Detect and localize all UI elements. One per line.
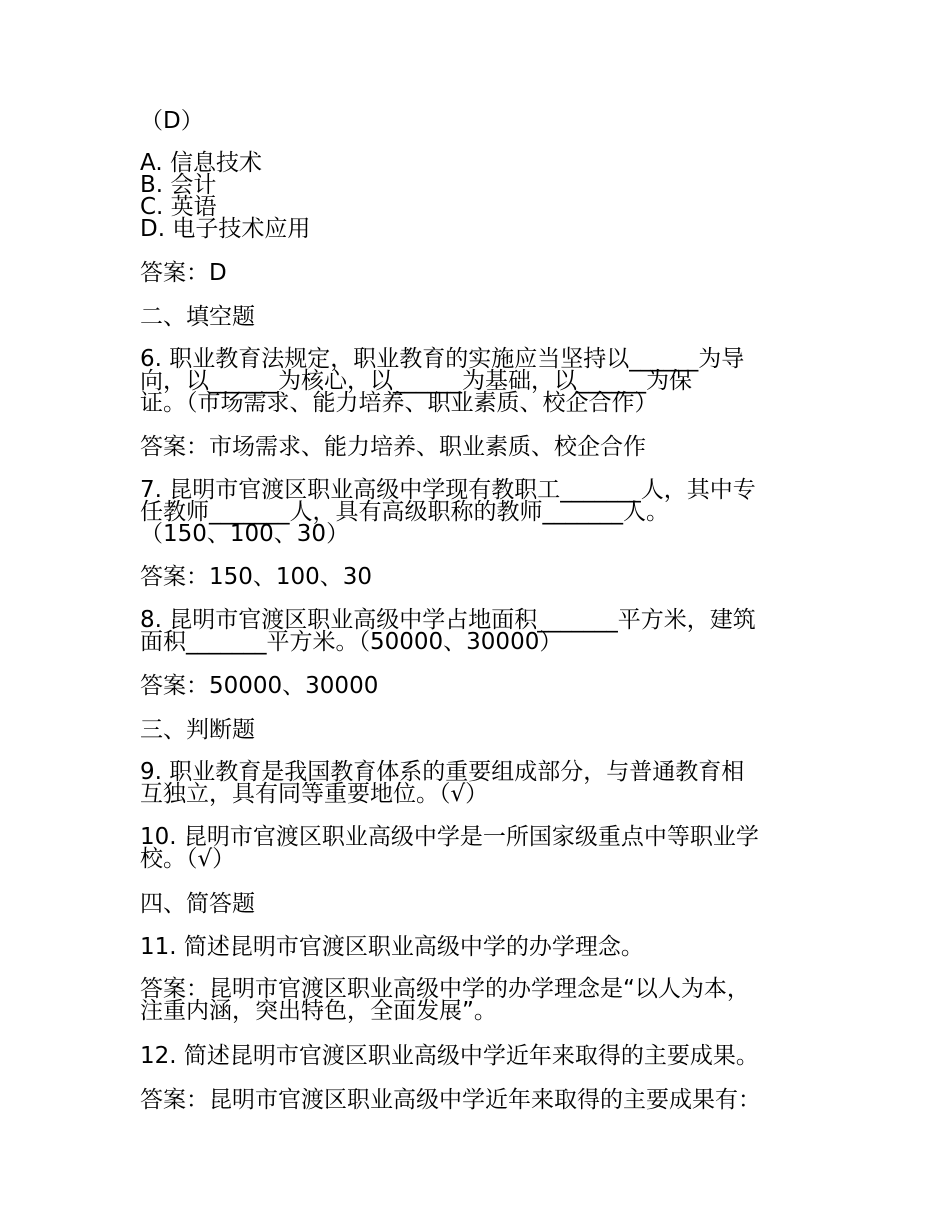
q7-line-1: 7. 昆明市官渡区职业高级中学现有教职工_______人，其中专 bbox=[140, 477, 756, 503]
q5-answer: 答案：D bbox=[140, 260, 227, 286]
q8-line-2: 面积_______平方米。（50000、30000） bbox=[140, 629, 563, 655]
q7-answer: 答案：150、100、30 bbox=[140, 564, 373, 590]
q9-line-2: 互独立，具有同等重要地位。（√） bbox=[140, 781, 489, 807]
q5-answer-paren: （D） bbox=[140, 108, 204, 134]
q6-line-2: 向，以______为核心，以______为基础，以______为保 bbox=[140, 368, 692, 394]
q6-line-3: 证。（市场需求、能力培养、职业素质、校企合作） bbox=[140, 390, 658, 416]
q6-line-1: 6. 职业教育法规定，职业教育的实施应当坚持以______为导 bbox=[140, 346, 745, 372]
q6-answer: 答案：市场需求、能力培养、职业素质、校企合作 bbox=[140, 434, 646, 460]
q9-line-1: 9. 职业教育是我国教育体系的重要组成部分，与普通教育相 bbox=[140, 759, 745, 785]
q11-answer-line-1: 答案：昆明市官渡区职业高级中学的办学理念是“以人为本， bbox=[140, 976, 750, 1002]
q8-answer: 答案：50000、30000 bbox=[140, 673, 379, 699]
q10-line-1: 10. 昆明市官渡区职业高级中学是一所国家级重点中等职业学 bbox=[140, 824, 759, 850]
section-heading-true-false: 三、判断题 bbox=[140, 717, 255, 743]
q5-option-b: B. 会计 bbox=[140, 172, 217, 198]
q5-option-c: C. 英语 bbox=[140, 194, 217, 220]
q5-option-a: A. 信息技术 bbox=[140, 150, 262, 176]
q5-option-d: D. 电子技术应用 bbox=[140, 216, 311, 242]
q7-line-2: 任教师_______人，具有高级职称的教师_______人。 bbox=[140, 499, 669, 525]
q10-line-2: 校。（√） bbox=[140, 846, 236, 872]
q7-line-3: （150、100、30） bbox=[140, 521, 350, 547]
q11-question: 11. 简述昆明市官渡区职业高级中学的办学理念。 bbox=[140, 934, 644, 960]
section-heading-fill-blank: 二、填空题 bbox=[140, 304, 255, 330]
q11-answer-line-2: 注重内涵，突出特色，全面发展”。 bbox=[140, 998, 497, 1024]
q8-line-1: 8. 昆明市官渡区职业高级中学占地面积_______平方米，建筑 bbox=[140, 607, 756, 633]
section-heading-short-answer: 四、简答题 bbox=[140, 891, 255, 917]
q12-answer: 答案：昆明市官渡区职业高级中学近年来取得的主要成果有： bbox=[140, 1087, 761, 1113]
q12-question: 12. 简述昆明市官渡区职业高级中学近年来取得的主要成果。 bbox=[140, 1043, 759, 1069]
